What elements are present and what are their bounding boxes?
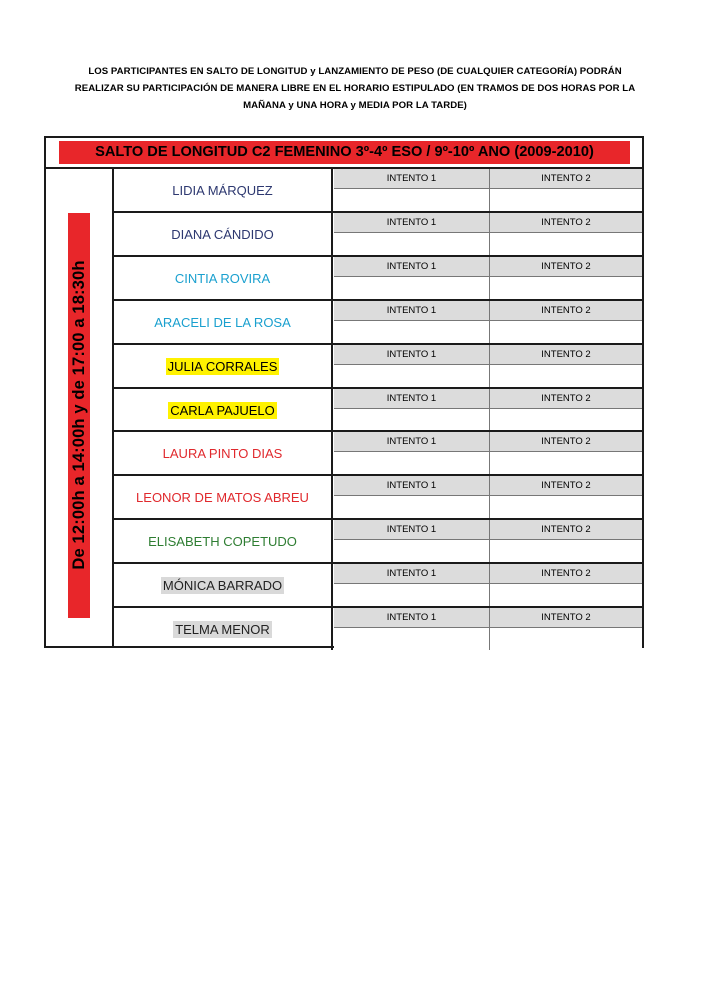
attempt-2-result-box[interactable] bbox=[490, 409, 642, 431]
participant-row bbox=[114, 608, 642, 650]
attempt-1-label: INTENTO 1 bbox=[334, 608, 489, 628]
attempt-separator bbox=[489, 213, 490, 255]
attempt-1-result-box[interactable] bbox=[334, 452, 489, 474]
participant-name-cell bbox=[114, 564, 333, 606]
participant-row bbox=[114, 389, 642, 431]
participant-row bbox=[114, 257, 642, 299]
attempt-2-label: INTENTO 2 bbox=[490, 564, 642, 584]
participant-name: LAURA PINTO DIAS bbox=[162, 445, 283, 461]
participant-name: CARLA PAJUELO bbox=[170, 402, 275, 418]
attempt-separator bbox=[489, 432, 490, 474]
attempt-1-result-box[interactable] bbox=[334, 584, 489, 606]
attempt-1-label: INTENTO 1 bbox=[334, 257, 489, 277]
attempt-1-cell bbox=[334, 301, 489, 343]
attempt-2-cell bbox=[490, 476, 642, 518]
attempt-1-label: INTENTO 1 bbox=[334, 476, 489, 496]
intro-notice bbox=[30, 63, 680, 114]
participant-row bbox=[114, 169, 642, 211]
attempt-1-cell bbox=[334, 345, 489, 387]
participant-name: ARACELI DE LA ROSA bbox=[154, 314, 291, 330]
participant-name: MÓNICA BARRADO bbox=[162, 577, 283, 593]
schedule-column bbox=[46, 169, 114, 646]
attempt-separator bbox=[489, 520, 490, 562]
participant-name: LEONOR DE MATOS ABREU bbox=[136, 489, 309, 505]
attempt-1-cell bbox=[334, 213, 489, 255]
attempt-1-cell bbox=[334, 476, 489, 518]
attempt-2-result-box[interactable] bbox=[490, 321, 642, 343]
attempt-1-label: INTENTO 1 bbox=[334, 169, 489, 189]
participant-name-cell bbox=[114, 476, 333, 518]
participant-row bbox=[114, 432, 642, 474]
attempt-2-result-box[interactable] bbox=[490, 628, 642, 650]
attempt-2-label: INTENTO 2 bbox=[490, 432, 642, 452]
participant-name: JULIA CORRALES bbox=[167, 358, 278, 374]
participant-name-cell bbox=[114, 257, 333, 299]
attempt-1-result-box[interactable] bbox=[334, 233, 489, 255]
participant-row bbox=[114, 213, 642, 255]
participant-row bbox=[114, 520, 642, 562]
attempt-1-result-box[interactable] bbox=[334, 277, 489, 299]
attempt-2-label: INTENTO 2 bbox=[490, 257, 642, 277]
participant-row bbox=[114, 345, 642, 387]
attempt-2-label: INTENTO 2 bbox=[490, 520, 642, 540]
participant-name: TELMA MENOR bbox=[175, 621, 270, 637]
attempt-1-cell bbox=[334, 608, 489, 650]
participant-name-cell bbox=[114, 432, 333, 474]
participant-name: LIDIA MÁRQUEZ bbox=[172, 182, 273, 198]
attempt-separator bbox=[489, 301, 490, 343]
results-sheet bbox=[44, 136, 644, 648]
attempt-1-label: INTENTO 1 bbox=[334, 301, 489, 321]
participant-name-cell bbox=[114, 213, 333, 255]
attempt-1-cell bbox=[334, 564, 489, 606]
participant-name-cell bbox=[114, 389, 333, 431]
attempt-2-cell bbox=[490, 345, 642, 387]
attempt-separator bbox=[489, 257, 490, 299]
attempt-1-result-box[interactable] bbox=[334, 628, 489, 650]
attempt-2-label: INTENTO 2 bbox=[490, 213, 642, 233]
intro-line-2: REALIZAR SU PARTICIPACIÓN DE MANERA LIBRE EN EL HORARIO ESTIPULADO (EN TRAMOS DE DOS HORAS POR LA bbox=[74, 83, 636, 94]
attempt-2-result-box[interactable] bbox=[490, 277, 642, 299]
attempt-2-result-box[interactable] bbox=[490, 452, 642, 474]
attempt-2-cell bbox=[490, 213, 642, 255]
attempt-2-label: INTENTO 2 bbox=[490, 345, 642, 365]
attempt-1-label: INTENTO 1 bbox=[334, 520, 489, 540]
attempt-2-result-box[interactable] bbox=[490, 540, 642, 562]
attempt-2-cell bbox=[490, 432, 642, 474]
attempt-2-cell bbox=[490, 169, 642, 211]
participant-row bbox=[114, 564, 642, 606]
event-title: SALTO DE LONGITUD C2 FEMENINO 3º-4º ESO / 9º-10º ANO (2009-2010) bbox=[59, 141, 630, 164]
attempt-2-result-box[interactable] bbox=[490, 365, 642, 387]
attempt-separator bbox=[489, 564, 490, 606]
intro-line-1: LOS PARTICIPANTES EN SALTO DE LONGITUD y LANZAMIENTO DE PESO (DE CUALQUIER CATEGORÍA) PODRÁN bbox=[88, 66, 622, 77]
attempt-separator bbox=[489, 345, 490, 387]
attempt-2-cell bbox=[490, 608, 642, 650]
attempt-separator bbox=[489, 608, 490, 650]
attempt-2-label: INTENTO 2 bbox=[490, 169, 642, 189]
attempt-1-result-box[interactable] bbox=[334, 540, 489, 562]
participant-name-cell bbox=[114, 608, 333, 650]
attempt-2-label: INTENTO 2 bbox=[490, 608, 642, 628]
attempt-2-cell bbox=[490, 520, 642, 562]
attempt-1-result-box[interactable] bbox=[334, 321, 489, 343]
attempt-2-label: INTENTO 2 bbox=[490, 389, 642, 409]
attempt-1-label: INTENTO 1 bbox=[334, 389, 489, 409]
attempt-separator bbox=[489, 476, 490, 518]
intro-line-3: MAÑANA y UNA HORA y MEDIA POR LA TARDE) bbox=[243, 100, 467, 111]
attempt-1-label: INTENTO 1 bbox=[334, 564, 489, 584]
attempt-2-result-box[interactable] bbox=[490, 233, 642, 255]
attempt-separator bbox=[489, 389, 490, 431]
participant-row bbox=[114, 301, 642, 343]
attempt-2-cell bbox=[490, 389, 642, 431]
attempt-2-result-box[interactable] bbox=[490, 584, 642, 606]
attempt-2-result-box[interactable] bbox=[490, 496, 642, 518]
attempt-2-cell bbox=[490, 564, 642, 606]
schedule-text: De 12:00h a 14:00h y de 17:00 a 18:30h bbox=[69, 260, 88, 570]
participant-rows bbox=[114, 169, 642, 646]
attempt-1-result-box[interactable] bbox=[334, 365, 489, 387]
participant-name-cell bbox=[114, 520, 333, 562]
participant-row bbox=[114, 476, 642, 518]
participant-name: DIANA CÁNDIDO bbox=[171, 226, 274, 242]
attempt-1-cell bbox=[334, 389, 489, 431]
attempt-1-result-box[interactable] bbox=[334, 409, 489, 431]
participant-name-cell bbox=[114, 345, 333, 387]
attempt-1-cell bbox=[334, 432, 489, 474]
attempt-1-result-box[interactable] bbox=[334, 496, 489, 518]
attempt-1-result-box[interactable] bbox=[334, 189, 489, 211]
participant-name-cell bbox=[114, 301, 333, 343]
attempt-1-label: INTENTO 1 bbox=[334, 213, 489, 233]
attempt-2-result-box[interactable] bbox=[490, 189, 642, 211]
attempt-1-cell bbox=[334, 257, 489, 299]
participant-name-cell bbox=[114, 169, 333, 211]
attempt-2-label: INTENTO 2 bbox=[490, 476, 642, 496]
attempt-2-cell bbox=[490, 257, 642, 299]
event-title-row bbox=[46, 138, 642, 169]
attempt-2-cell bbox=[490, 301, 642, 343]
attempt-1-label: INTENTO 1 bbox=[334, 432, 489, 452]
attempt-2-label: INTENTO 2 bbox=[490, 301, 642, 321]
attempt-1-cell bbox=[334, 169, 489, 211]
participant-name: CINTIA ROVIRA bbox=[174, 270, 271, 286]
participant-name: ELISABETH COPETUDO bbox=[148, 533, 297, 549]
attempt-1-label: INTENTO 1 bbox=[334, 345, 489, 365]
attempt-1-cell bbox=[334, 520, 489, 562]
attempt-separator bbox=[489, 169, 490, 211]
